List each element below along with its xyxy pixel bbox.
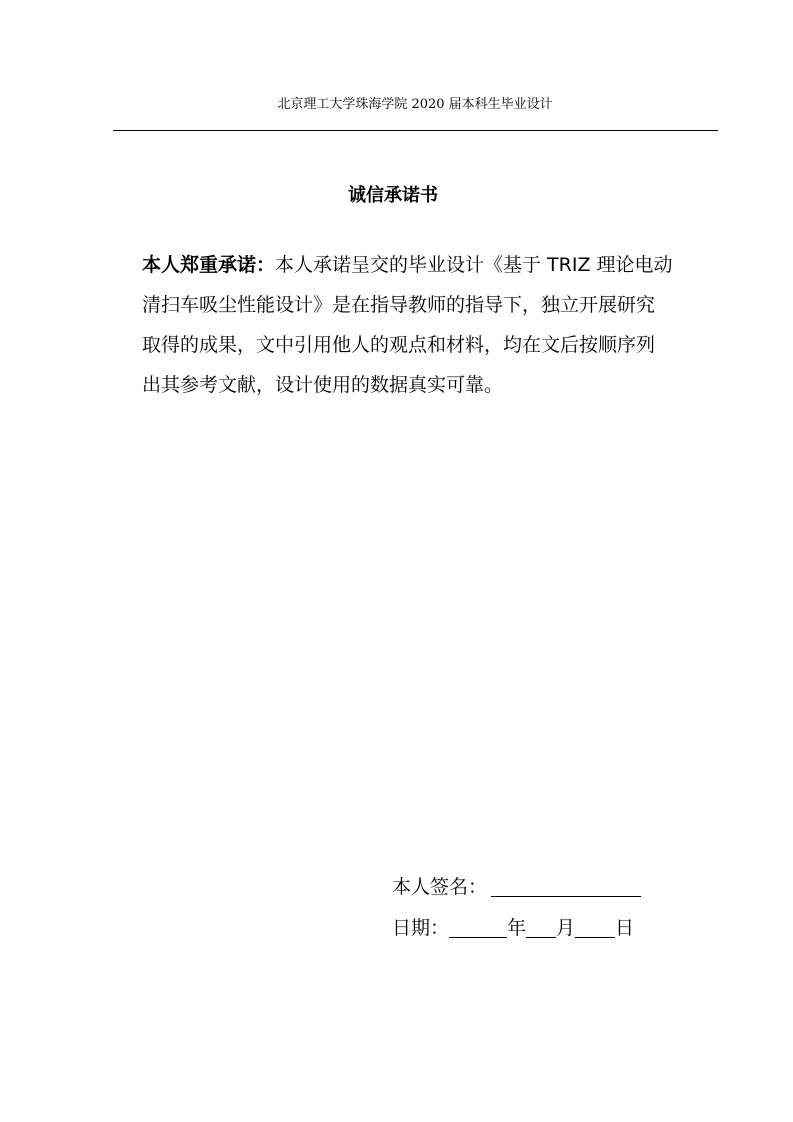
pledge-line-4: 出其参考文献，设计使用的数据真实可靠。: [142, 374, 504, 396]
year-label: 年: [507, 917, 527, 939]
pledge-lead: 本人郑重承诺：: [142, 254, 276, 276]
day-label: 日: [615, 917, 635, 939]
signature-row: [392, 872, 641, 899]
pledge-line-1-text: 本人承诺呈交的毕业设计《基于 TRIZ 理论电动: [275, 254, 673, 276]
pledge-line-1: [142, 245, 694, 285]
pledge-line-3: 取得的成果，文中引用他人的观点和材料，均在文后按顺序列: [142, 334, 656, 356]
month-label: 月: [556, 917, 576, 939]
header-divider: [113, 130, 718, 131]
date-row: [392, 913, 634, 940]
pledge-paragraph: [142, 245, 694, 405]
signature-blank: [491, 874, 641, 897]
month-blank: [526, 915, 556, 938]
document-title: 诚信承诺书: [348, 185, 438, 206]
date-label: 日期：: [392, 917, 450, 939]
day-blank: [575, 915, 615, 938]
year-blank: [449, 915, 507, 938]
signature-label: 本人签名：: [392, 876, 488, 898]
running-header: 北京理工大学珠海学院 2020 届本科生毕业设计: [277, 97, 553, 112]
pledge-line-2: 清扫车吸尘性能设计》是在指导教师的指导下，独立开展研究: [142, 294, 656, 316]
